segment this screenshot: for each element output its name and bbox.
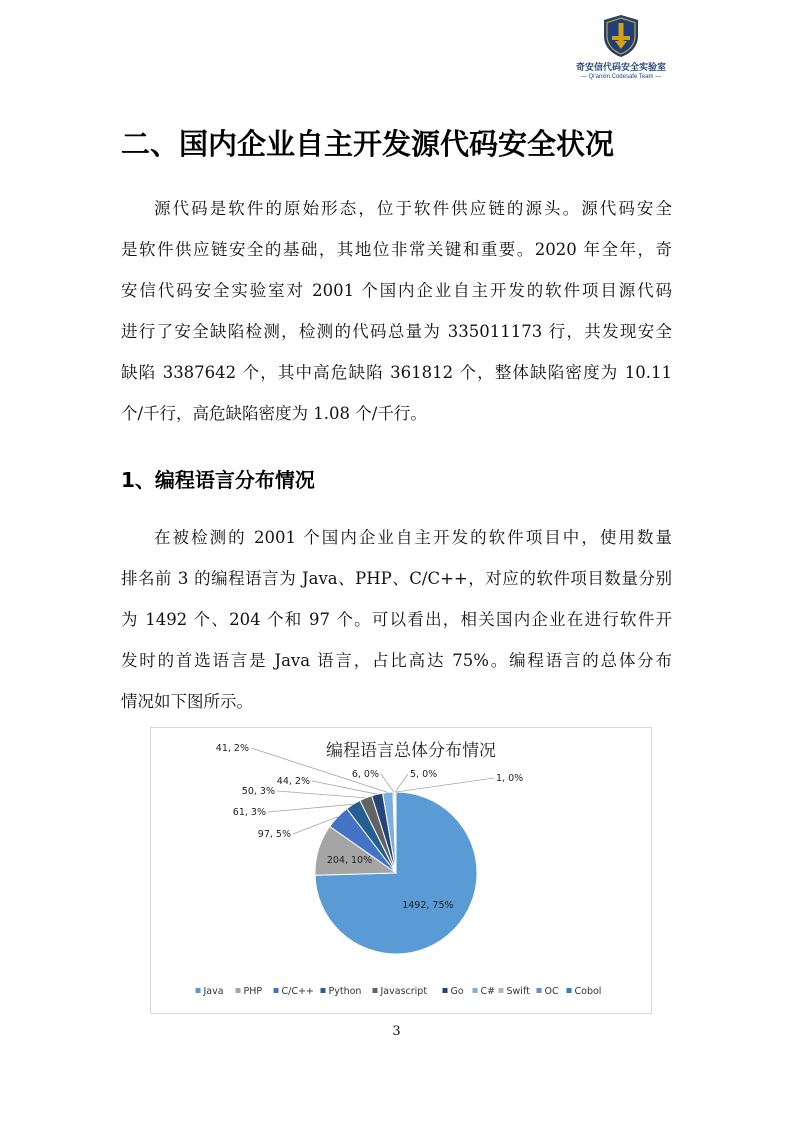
slice-data-label: 1492, 75% [402, 900, 454, 912]
pie-chart-frame [150, 727, 652, 1014]
legend-swatch [537, 988, 542, 993]
slice-data-label: 204, 10% [326, 855, 373, 866]
shield-logo-icon [601, 14, 641, 58]
legend-label: Cobol [574, 986, 602, 997]
languages-paragraph [121, 517, 672, 722]
legend-label: Javascript [380, 986, 428, 997]
legend-swatch [274, 988, 279, 993]
slice-data-label: 41, 2% [215, 743, 249, 754]
leader-line [312, 781, 377, 794]
chart-title: 编程语言总体分布情况 [326, 741, 496, 761]
slice-data-label: 1, 0% [496, 773, 524, 784]
slice-data-label: 61, 3% [232, 807, 266, 818]
legend-label: Python [328, 986, 362, 997]
legend-label: C/C++ [281, 986, 314, 997]
leader-line [396, 778, 494, 792]
legend-swatch [499, 988, 504, 993]
legend-label: Java [203, 986, 224, 997]
leader-line [268, 804, 353, 812]
slice-data-label: 44, 2% [276, 776, 310, 787]
legend-label: OC [544, 986, 559, 997]
leader-line [395, 774, 408, 792]
slice-data-label: 50, 3% [241, 786, 275, 797]
legend-swatch [373, 988, 378, 993]
leader-line [381, 774, 394, 792]
paragraph-line: 在被检测的 2001 个国内企业自主开发的软件项目中，使用数量 [154, 528, 672, 547]
paragraph-line: 情况如下图所示。 [121, 692, 253, 711]
paragraph-line: 为 1492 个、204 个和 97 个。可以看出，相关国内企业在进行软件开 [121, 610, 672, 629]
section-title: 二、国内企业自主开发源代码安全状况 [121, 127, 615, 161]
paragraph-line: 源代码是软件的原始形态，位于软件供应链的源头。源代码安全 [154, 199, 672, 218]
legend-swatch [236, 988, 241, 993]
legend-swatch [196, 988, 201, 993]
paragraph-line: 安信代码安全实验室对 2001 个国内企业自主开发的软件项目源代码 [121, 281, 672, 300]
pie-chart [151, 728, 651, 1013]
paragraph-line: 缺陷 3387642 个，其中高危缺陷 361812 个，整体缺陷密度为 10.11 [121, 363, 672, 382]
legend-label: PHP [243, 986, 263, 997]
paragraph-line: 是软件供应链安全的基础，其地位非常关键和重要。2020 年全年，奇 [121, 240, 672, 259]
legend-label: Go [450, 986, 464, 997]
logo-subtitle: — Qi'anxin Codesafe Team — [580, 74, 662, 80]
page-number: 3 [392, 1024, 401, 1039]
legend-label: C# [480, 986, 496, 997]
paragraph-line: 发时的首选语言是 Java 语言，占比高达 75%。编程语言的总体分布 [121, 651, 672, 670]
slice-data-label: 97, 5% [257, 829, 291, 840]
paragraph-line: 个/千行，高危缺陷密度为 1.08 个/千行。 [121, 404, 427, 423]
leader-line [277, 791, 366, 798]
header-logo [566, 14, 676, 84]
intro-paragraph [121, 188, 672, 434]
slice-data-label: 6, 0% [351, 769, 379, 780]
legend-swatch [567, 988, 572, 993]
legend-swatch [321, 988, 326, 993]
paragraph-line: 进行了安全缺陷检测，检测的代码总量为 335011173 行，共发现安全 [121, 322, 672, 341]
legend-swatch [443, 988, 448, 993]
legend-label: Swift [506, 986, 530, 997]
paragraph-line: 排名前 3 的编程语言为 Java、PHP、C/C++，对应的软件项目数量分别 [121, 569, 672, 588]
logo-name: 奇安信代码安全实验室 [575, 63, 666, 73]
subsection-title: 1、编程语言分布情况 [121, 468, 315, 492]
legend-swatch [473, 988, 478, 993]
slice-data-label: 5, 0% [410, 769, 438, 780]
